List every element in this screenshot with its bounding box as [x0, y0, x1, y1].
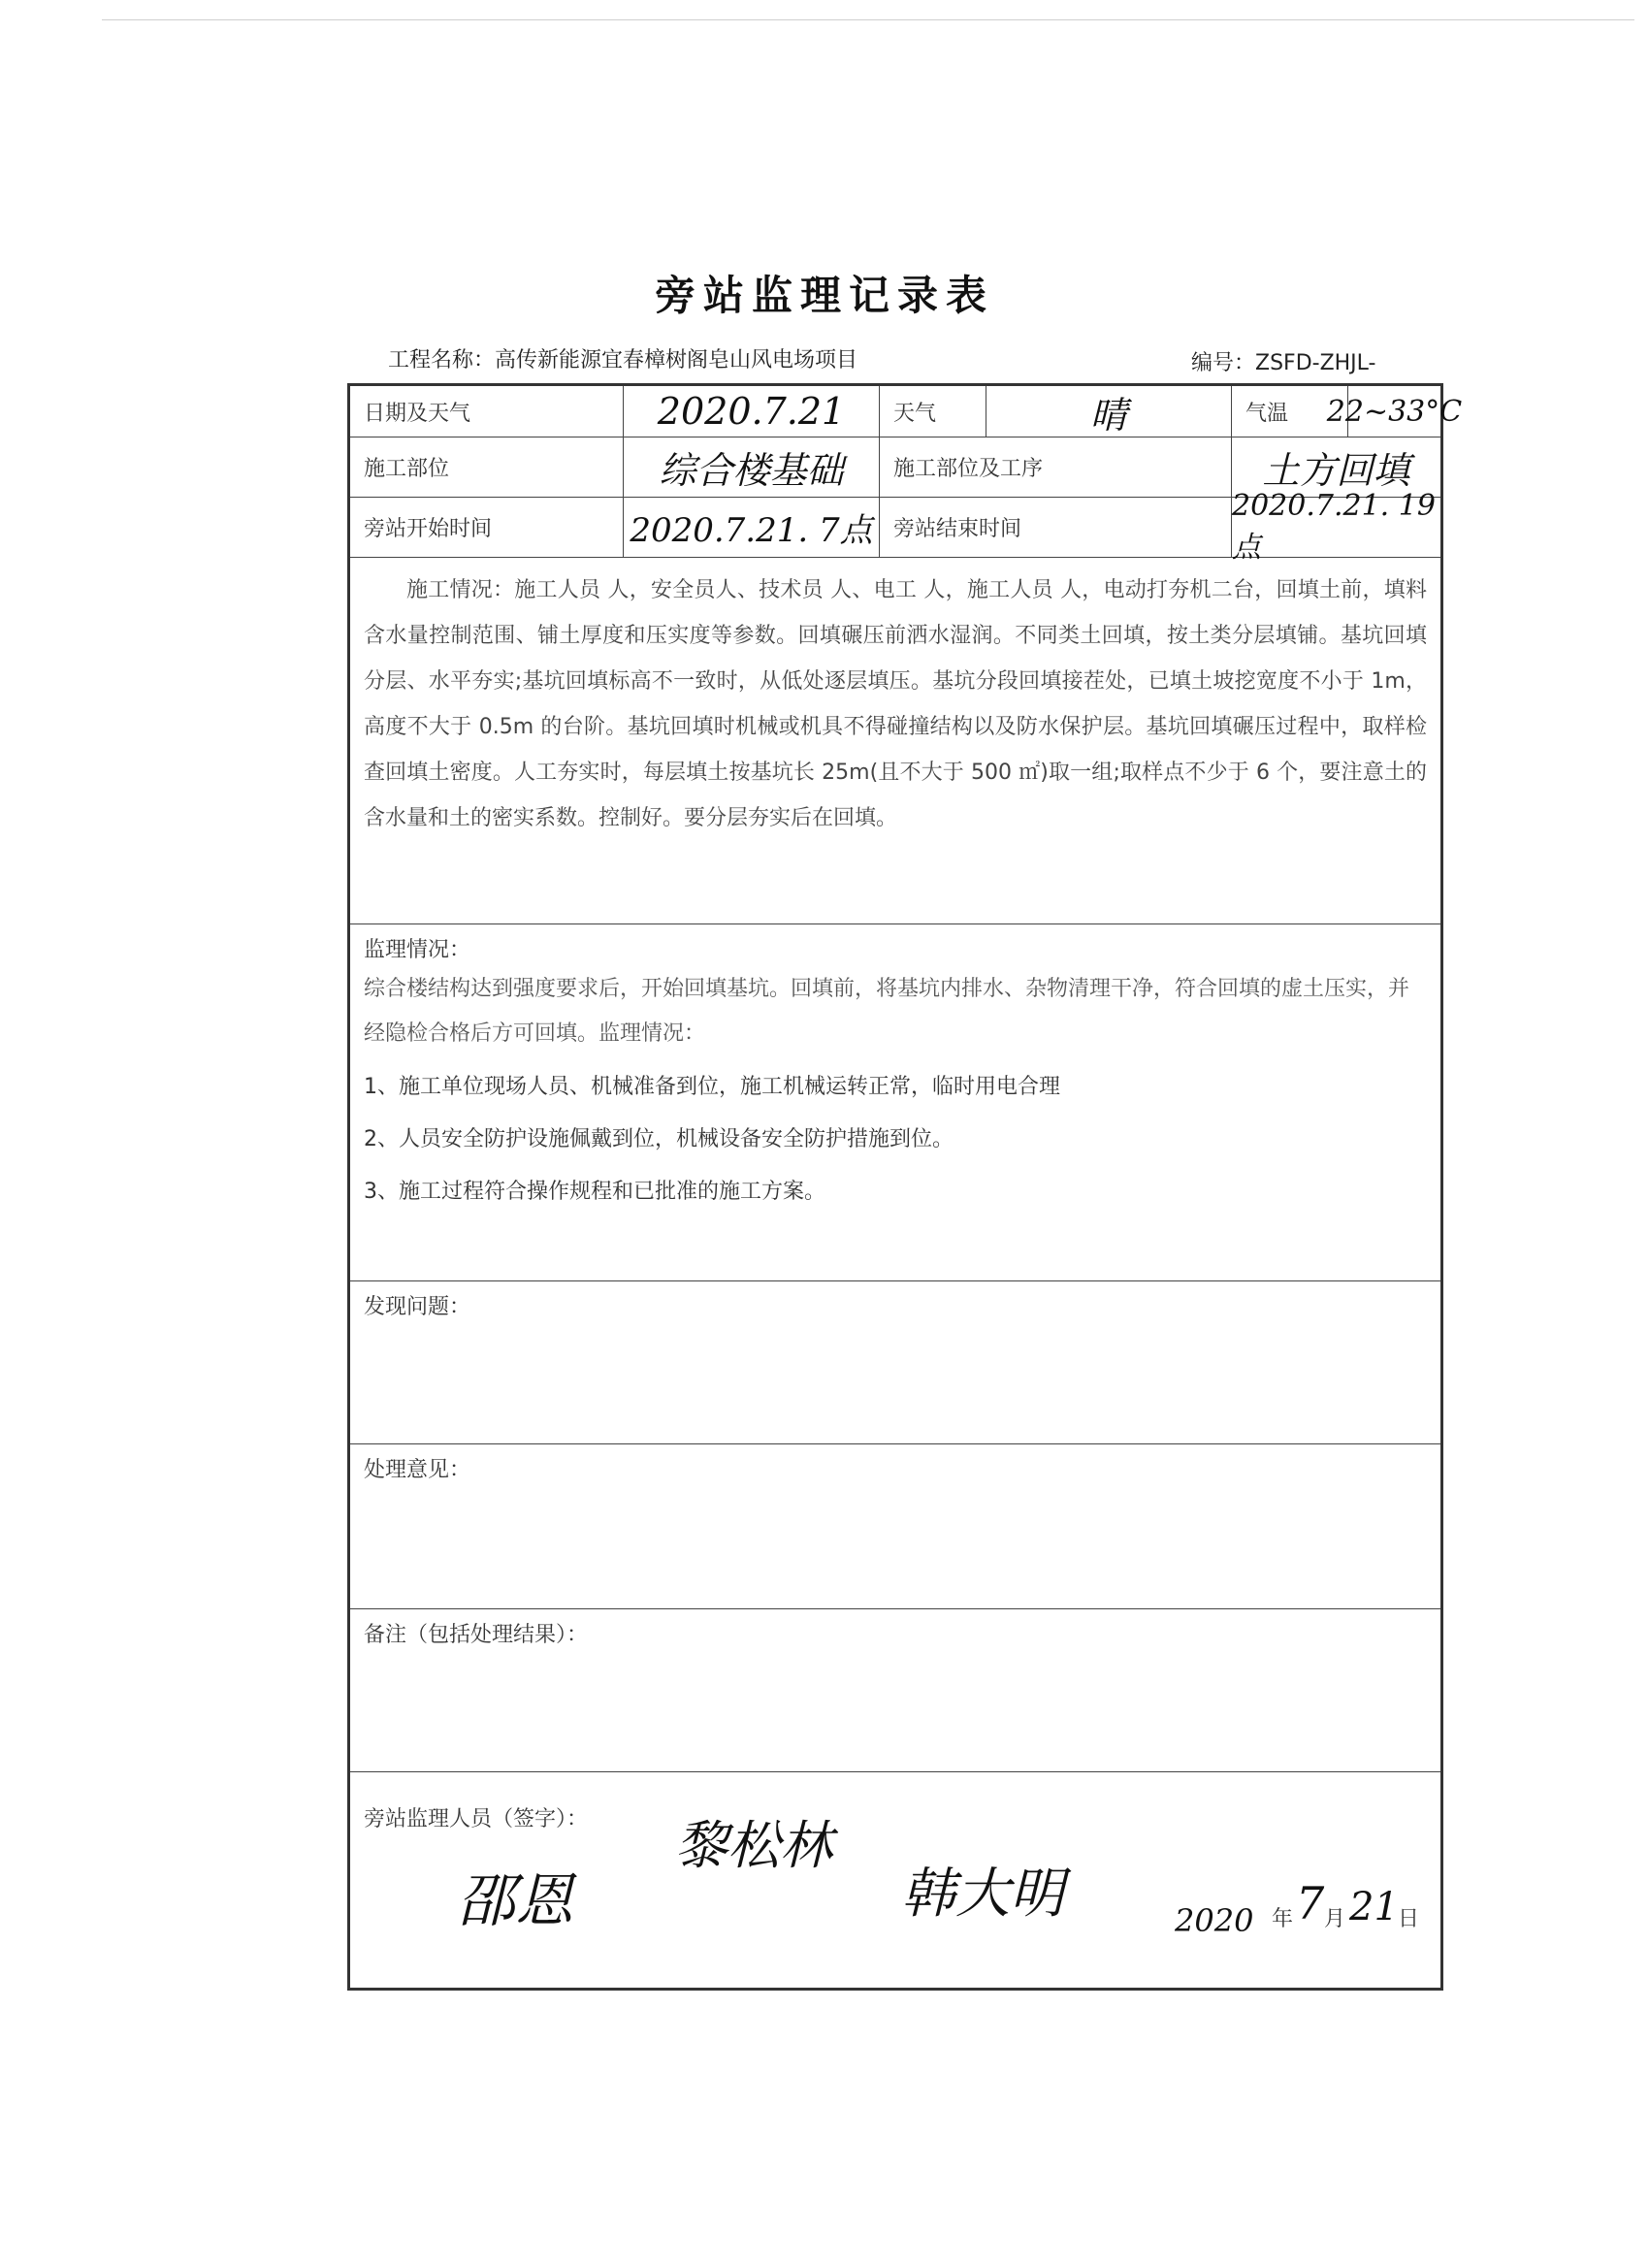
supervision-item-1: 1、施工单位现场人员、机械准备到位，施工机械运转正常，临时用电合理: [364, 1075, 1060, 1099]
supervision-item-2: 2、人员安全防护设施佩戴到位，机械设备安全防护措施到位。: [364, 1127, 954, 1151]
start-time-value: 2020.7.21. 7点: [624, 498, 880, 557]
remarks-section: [350, 1609, 1440, 1772]
serial-number: 编号：ZSFD-ZHJL-: [1191, 351, 1376, 375]
date-value: 2020.7.21: [624, 386, 880, 437]
start-time-label: 旁站开始时间: [350, 498, 624, 557]
supervision-intro: 综合楼结构达到强度要求后，开始回填基坑。回填前，将基坑内排水、杂物清理干净，符合回填的虚土压实，并经隐检合格后方可回填。监理情况：: [364, 977, 1410, 1046]
site-label: 施工部位: [350, 437, 624, 497]
end-time-label: 旁站结束时间: [880, 498, 1232, 557]
sign-date-year: 2020: [1175, 1902, 1254, 1939]
end-time-value: 2020.7.21. 19点: [1232, 489, 1436, 565]
construction-text: 施工情况：施工人员 人，安全员人、技术员 人、电工 人，施工人员 人，电动打夯机二台，回填土前，填料含水量控制范围、铺土厚度和压实度等参数。回填碾压前洒水湿润。不同类土回填，按土类分层填铺。基坑回填分层、水平夯实;基坑回填标高不一致时，从低处逐层填压。基坑分段回填接茬处，已填土坡挖宽度不小于 1m，高度不大于 0.5m 的台阶。基坑回填时机械或机具不得碰撞结构以及防水保护层。基坑回填碾压过程中，取样检查回填土密度。人工夯实时，每层填土按基坑长 25m(且不大于 500 ㎡)取一组;取样点不少于 6 个，要注意土的含水量和土的密实系数。控制好。要分层夯实后在回填。: [364, 578, 1427, 830]
process-label: 施工部位及工序: [880, 437, 1232, 497]
signature-2: 黎松林: [675, 1815, 832, 1876]
opinion-section: [350, 1444, 1440, 1609]
signature-1: 邵恩: [457, 1867, 573, 1935]
sign-date-month: 7: [1296, 1877, 1325, 1929]
supervision-label: 监理情况：: [364, 938, 471, 962]
page-title: 旁站监理记录表: [654, 272, 994, 319]
problems-section: [350, 1281, 1440, 1444]
construction-section: [350, 558, 1440, 924]
date-weather-row: [350, 386, 1463, 437]
sign-date-day: 21: [1349, 1885, 1399, 1929]
opinion-label: 处理意见：: [364, 1458, 471, 1482]
process-value: 土方回填: [1262, 449, 1410, 492]
scan-edge-line: [102, 19, 1634, 20]
problems-label: 发现问题：: [364, 1295, 471, 1319]
sign-date-month-char: 月: [1324, 1907, 1346, 1931]
supervision-item-3: 3、施工过程符合操作规程和已批准的施工方案。: [364, 1180, 825, 1204]
date-label: 日期及天气: [350, 386, 624, 437]
site-value: 综合楼基础: [624, 437, 880, 497]
temperature-value: 22~33°C: [1326, 394, 1463, 429]
temperature-label: 气温: [1232, 386, 1348, 437]
signature-section: [350, 1772, 1440, 1988]
project-name: 工程名称：高传新能源宜春樟树阁皂山风电场项目: [388, 348, 858, 373]
signature-label: 旁站监理人员（签字）：: [364, 1807, 589, 1831]
weather-value: 晴: [986, 386, 1232, 437]
signature-3: 韩大明: [901, 1863, 1064, 1926]
weather-label: 天气: [880, 386, 986, 437]
sign-date-day-char: 日: [1398, 1907, 1420, 1931]
supervision-section: [350, 924, 1440, 1281]
record-table: [347, 383, 1463, 1991]
time-row: [350, 489, 1440, 565]
remarks-label: 备注（包括处理结果）：: [364, 1623, 589, 1647]
sign-date-year-char: 年: [1272, 1907, 1294, 1931]
